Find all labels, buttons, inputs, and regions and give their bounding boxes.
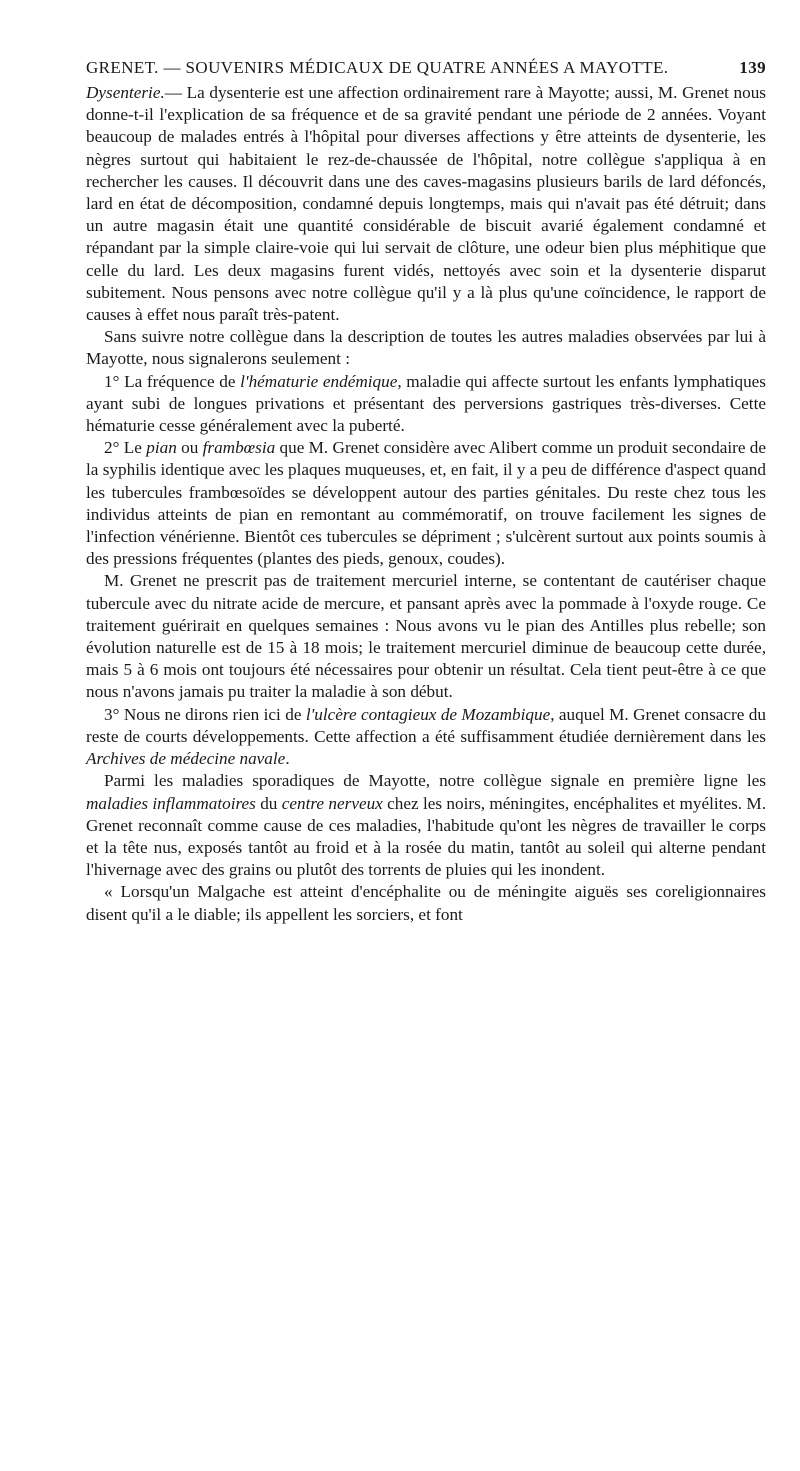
paragraph-text: Parmi les maladies sporadiques de Mayotte, notre collègue signale en première ligne les [104,771,766,791]
emphasis: Archives de médecine navale [86,749,286,769]
emphasis: pian [146,438,177,458]
paragraph-text: Sans suivre notre collègue dans la description de toutes les autres maladies observées par lui à Mayotte, nous signalerons seulement : [86,327,766,369]
paragraph-text: — La dysenterie est une affection ordinairement rare à Mayotte; aussi, M. Grenet nous donne-t-il l'explication de sa fréquence et de sa gravité pendant une période de 2 années. Voyant beaucoup de malades entrés à l'hôpital pour diverses affections y être atteints de dysenterie, les nègres surtout qui habitaient le rez-de-chaussée de l'hôpital, notre collègue s'appliqua à en rechercher les causes. Il découvrit dans une des caves-magasins plusieurs barils de lard défoncés, lard en état de décomposition, condamné depuis longtemps, mais qui n'avait pas été détruit; dans un autre magasin était une quantité considérable de biscuit avarié également condamné et répandant par la simple claire-voie qui lui servait de clôture, une odeur bien plus méphitique que celle du lard. Les deux magasins furent vidés, nettoyés avec soin et la dysenterie disparut subitement. Nous pensons avec notre collègue qu'il y a là plus qu'une coïncidence, le rapport de causes à effet nous paraît très-patent. [86,83,766,325]
paragraph-text: 2° Le [104,438,147,458]
paragraph-ulcere [86,704,766,771]
paragraph-text: que M. Grenet considère avec Alibert comme un produit secondaire de la syphilis identique avec les plaques muqueuses, et, en fait, il y a peu de différence d'aspect quand les tubercules frambœsoïdes se développent autour des parties génitales. Du reste chez tous les individus atteints de pian en remontant au commémoratif, on trouve facilement les signes de l'infection vénérienne. Bientôt ces tubercules se dépriment ; s'ulcèrent surtout aux points soumis à des pressions fréquentes (plantes des pieds, genoux, coudes). [86,438,766,569]
body-text [86,82,766,926]
paragraph-intro-list [86,326,766,370]
paragraph-text: , maladie qui affecte surtout les enfants lymphatiques ayant subi de longues privations et présentant des perversions gastriques très-diverses. Cette hématurie cesse généralement avec la puberté. [86,371,766,436]
paragraph-pian [86,437,766,570]
paragraph-text: « Lorsqu'un Malgache est atteint d'encéphalite ou de méningite aiguës ses coreligionnaires disent qu'il a le diable; ils appellent les sorciers, et font [86,882,766,924]
paragraph-malgache [86,881,766,925]
paragraph-text: chez les noirs, méningites, encéphalites et myélites. M. Grenet reconnaît comme cause de ces maladies, l'habitude qu'ont les nègres de travailler le corps et la tête nus, exposés tantôt au froid et à la rosée du matin, tantôt au soleil qui alterne pendant l'hivernage avec des grains ou plutôt des torrents de pluies qui les inondent. [86,793,766,880]
section-lead: Dysenterie. [86,83,165,102]
running-head [86,58,766,78]
paragraph-text: ou [176,438,203,458]
paragraph-text: 3° Nous ne dirons rien ici de [104,704,306,724]
emphasis: maladies inflammatoires [86,793,256,813]
running-head-title: GRENET. — SOUVENIRS MÉDICAUX DE QUATRE ANNÉES A MAYOTTE. [86,58,669,77]
paragraph-text: , auquel M. Grenet consacre du reste de courts développements. Cette affection a été suffisamment étudiée dernièrement dans les [86,704,766,746]
emphasis: frambœsia [202,438,276,458]
paragraph-traitement [86,570,766,703]
paragraph-maladies-sporadiques [86,770,766,881]
paragraph-text: M. Grenet ne prescrit pas de traitement mercuriel interne, se contentant de cautériser chaque tubercule avec du nitrate acide de mercure, et pansant après avec la pommade à l'oxyde rouge. Ce traitement guérirait en quelques semaines : Nous avons vu le pian des Antilles plus rebelle; son évolution naturelle est de 15 à 18 mois; le traitement mercuriel diminue de beaucoup cette durée, mais 5 à 6 mois ont toujours été nécessaires pour obtenir un résultat. Cela tient peut-être à ce que nous n'avons jamais pu traiter la maladie à son début. [86,571,766,702]
emphasis: l'hématurie endémique [240,371,398,391]
paragraph-hematurie [86,371,766,438]
paragraph-text: 1° La fréquence de [104,371,241,391]
paragraph-text: du [255,793,282,813]
emphasis: l'ulcère contagieux de Mozambique [305,704,551,724]
paragraph-dysenterie [86,82,766,326]
book-page [86,58,766,926]
paragraph-text: . [285,749,290,769]
page-number: 139 [739,58,766,77]
emphasis: centre nerveux [281,793,383,813]
